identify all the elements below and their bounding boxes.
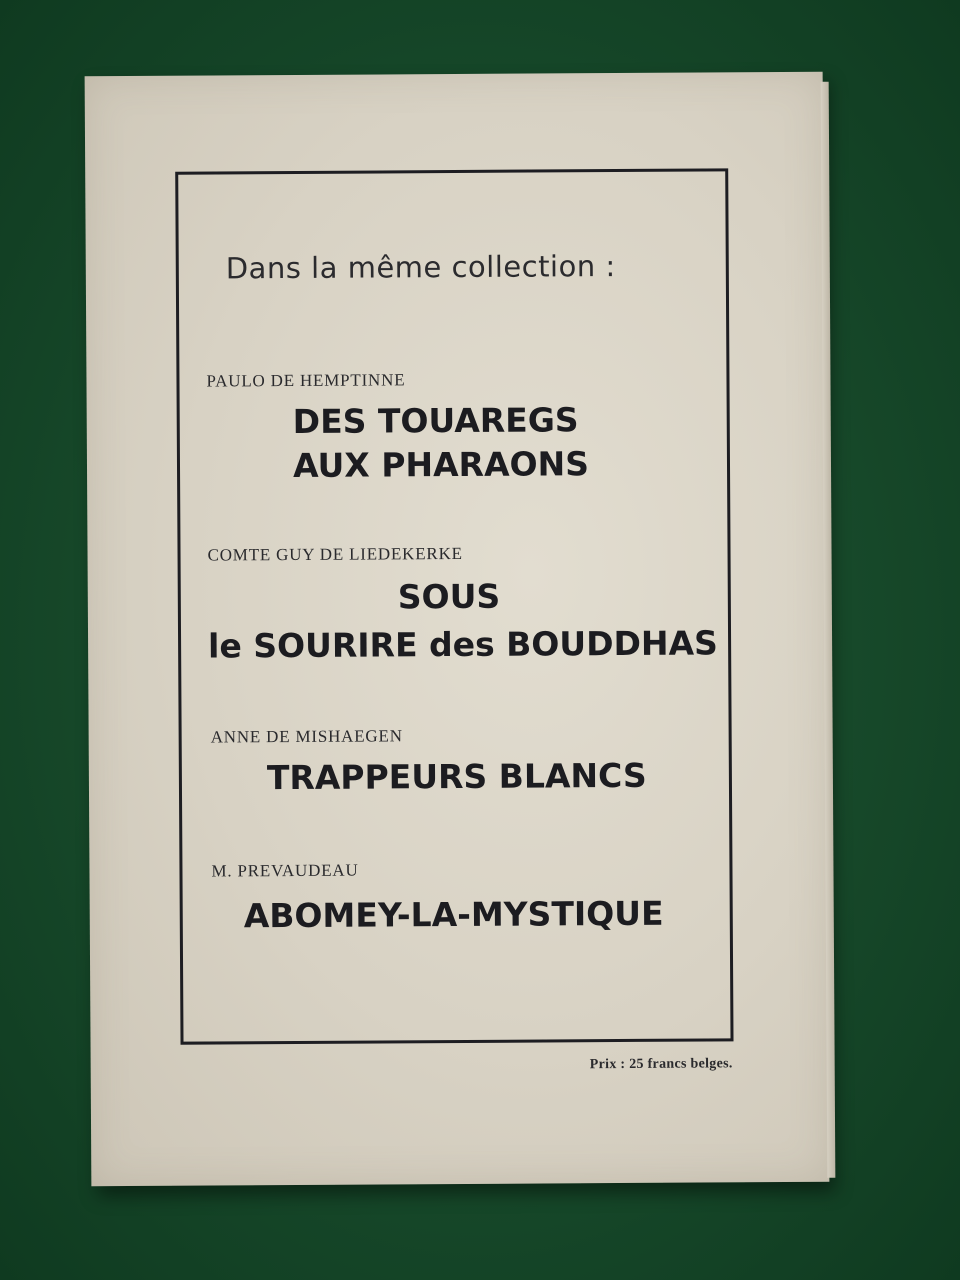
book-author: PAULO DE HEMPTINNE bbox=[206, 370, 406, 391]
collection-heading: Dans la même collection : bbox=[225, 249, 616, 286]
book-title-line: DES TOUAREGS bbox=[292, 400, 579, 441]
book-author: COMTE GUY DE LIEDEKERKE bbox=[207, 543, 463, 565]
book-author: ANNE DE MISHAEGEN bbox=[210, 726, 403, 747]
book-title-line: TRAPPEURS BLANCS bbox=[266, 755, 647, 798]
book-back-cover bbox=[85, 72, 830, 1186]
price-label: Prix : 25 francs belges. bbox=[589, 1056, 733, 1073]
book-title-line: SOUS bbox=[397, 576, 501, 617]
book-title-line: AUX PHARAONS bbox=[292, 444, 590, 485]
cover-page-edge bbox=[821, 82, 836, 1178]
book-author: M. PREVAUDEAU bbox=[211, 860, 359, 881]
book-title-line: ABOMEY-LA-MYSTIQUE bbox=[243, 893, 664, 936]
book-title-line: le SOURIRE des BOUDDHAS bbox=[207, 623, 718, 666]
